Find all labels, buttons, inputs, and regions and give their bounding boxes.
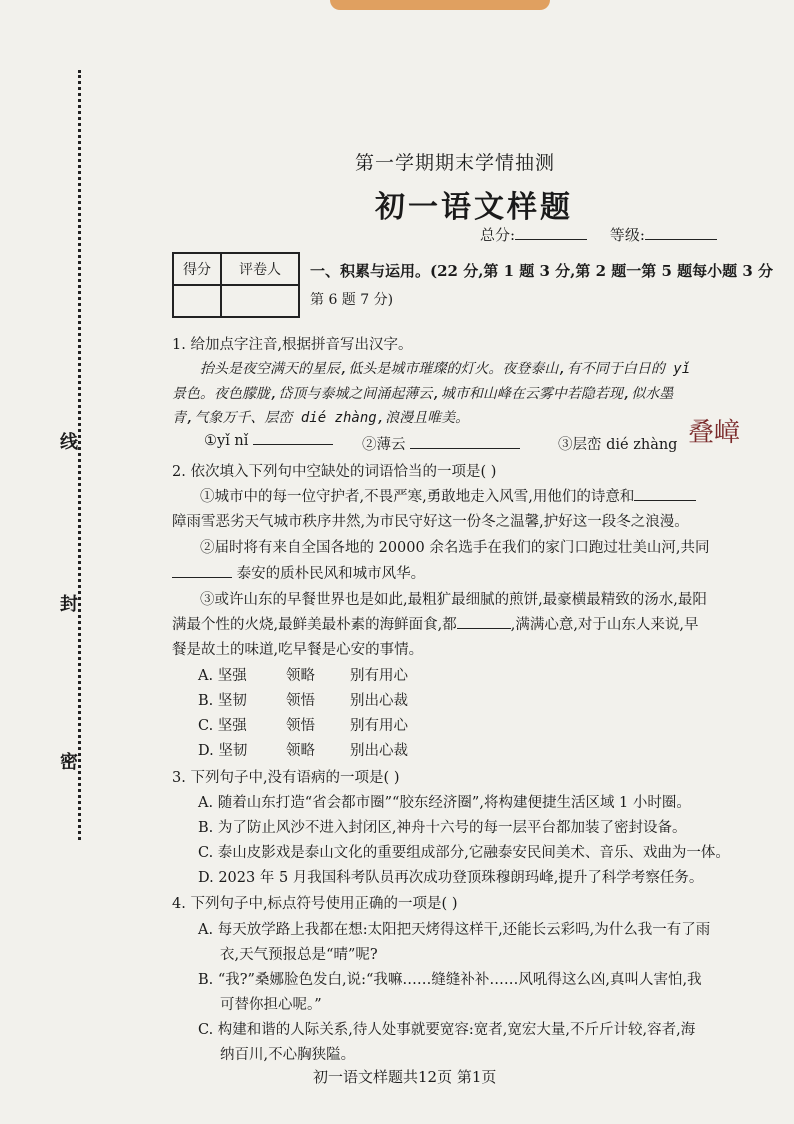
- q2-s1-line1: [200, 485, 696, 506]
- q1-passage-line1: 抬头是夜空满天的星辰,低头是城市璀璨的灯火。夜登泰山,有不同于白日的 yǐ: [200, 361, 691, 377]
- section-heading-cont: 第 6 题 7 分): [310, 292, 394, 308]
- q2-option-a-w3: 别有用心: [350, 668, 408, 684]
- binding-label-line: 线: [60, 432, 78, 453]
- q2-option-c-w1: C. 坚强: [198, 718, 247, 734]
- q3-option-a[interactable]: A. 随着山东打造“省会都市圈”“胶东经济圈”,将构建便捷生活区域 1 小时圈。: [198, 795, 691, 811]
- q4-option-b[interactable]: B. “我?”桑娜脸色发白,说:“我嘛……缝缝补补……风吼得这么凶,真叫人害怕,我: [198, 972, 702, 988]
- q3-option-d[interactable]: D. 2023 年 5 月我国科考队员再次成功登顶珠穆朗玛峰,提升了科学考察任务。: [198, 870, 704, 886]
- q2-s3-line2: [172, 613, 699, 634]
- grade-label: 等级:: [609, 226, 645, 244]
- q3-option-b[interactable]: B. 为了防止风沙不进入封闭区,神舟十六号的每一层平台都加装了密封设备。: [198, 820, 687, 836]
- q1-passage-line3: 青,气象万千、层峦 dié zhàng,浪漫且唯美。: [172, 410, 470, 426]
- q2-option-b-w1: B. 坚韧: [198, 693, 247, 709]
- q2-s2-text: 泰安的质朴民风和城市风华。: [236, 566, 426, 582]
- q2-s3-line1: ③或许山东的早餐世界也是如此,最粗犷最细腻的煎饼,最豪横最精致的汤水,最阳: [200, 592, 707, 608]
- q2-option-d[interactable]: [198, 739, 408, 760]
- q2-option-c[interactable]: [198, 714, 408, 735]
- q2-s1-text: ①城市中的每一位守护者,不畏严寒,勇敢地走入风雪,用他们的诗意和: [200, 489, 635, 505]
- q2-s2-line1: ②届时将有来自全国各地的 20000 余名选手在我们的家门口跑过壮美山河,共同: [200, 540, 710, 556]
- q2-s2-line2: [172, 562, 425, 583]
- total-score-label: 总分:: [480, 226, 516, 244]
- total-score-field[interactable]: [515, 239, 587, 240]
- q2-option-d-w1: D. 坚韧: [198, 743, 248, 759]
- exam-title: 初一语文样题: [375, 190, 573, 225]
- q2-option-b-w2: 领悟: [286, 693, 315, 709]
- q2-option-b[interactable]: [198, 689, 408, 710]
- q3-stem: 3. 下列句子中,没有语病的一项是( ): [172, 770, 400, 786]
- q2-s3-text: 满最个性的火烧,最鲜美最朴素的海鲜面食,都: [172, 617, 457, 633]
- q1-answer1-label: ①yǐ nǐ: [204, 433, 249, 449]
- grader-cell[interactable]: [221, 285, 299, 317]
- q2-stem: 2. 依次填入下列句中空缺处的词语恰当的一项是( ): [172, 464, 497, 480]
- q1-stem: 1. 给加点字注音,根据拼音写出汉字。: [172, 337, 413, 353]
- q2-blank3[interactable]: [457, 628, 511, 629]
- score-line: [480, 224, 735, 245]
- q1-passage-line2: 景色。夜色朦胧,岱顶与泰城之间涌起薄云,城市和山峰在云雾中若隐若现,似水墨: [172, 386, 674, 402]
- q2-s3-line3: 餐是故土的味道,吃早餐是心安的事情。: [172, 642, 424, 658]
- q1-answer3-label: ③层峦 dié zhàng: [558, 437, 678, 453]
- q2-option-c-w2: 领悟: [286, 718, 315, 734]
- score-cell[interactable]: [173, 285, 221, 317]
- handwritten-answer: 叠嶂: [688, 418, 741, 448]
- grader-header: 评卷人: [221, 253, 299, 285]
- binding-label-bind: 封: [60, 594, 78, 615]
- q1-answer3: [558, 433, 677, 454]
- q2-option-a-w1: A. 坚强: [198, 668, 247, 684]
- q1-answer2: [362, 433, 520, 454]
- score-table: [172, 252, 300, 318]
- q2-option-d-w2: 领略: [286, 743, 315, 759]
- top-edge-decoration: [330, 0, 550, 10]
- q4-option-c[interactable]: C. 构建和谐的人际关系,待人处事就要宽容:宽者,宽宏大量,不斤斤计较,容者,海: [198, 1022, 696, 1038]
- q4-option-b-cont: 可替你担心呢。”: [220, 997, 322, 1013]
- q3-option-c[interactable]: C. 泰山皮影戏是泰山文化的重要组成部分,它融泰安民间美术、音乐、戏曲为一体。: [198, 845, 730, 861]
- q4-option-a[interactable]: A. 每天放学路上我都在想:太阳把天烤得这样干,还能长云彩吗,为什么我一有了雨: [198, 922, 711, 938]
- q4-option-a-cont: 衣,天气预报总是“晴”呢?: [220, 947, 378, 963]
- q2-blank2[interactable]: [172, 577, 232, 578]
- q1-answer2-blank[interactable]: [410, 448, 520, 449]
- binding-label-seal: 密: [60, 752, 78, 773]
- binding-dotted-line: [78, 70, 81, 840]
- grade-field[interactable]: [645, 239, 717, 240]
- q4-stem: 4. 下列句子中,标点符号使用正确的一项是( ): [172, 896, 458, 912]
- section-heading: 一、积累与运用。(22 分,第 1 题 3 分,第 2 题一第 5 题每小题 3 分: [310, 262, 774, 280]
- q2-s3-text-b: ,满满心意,对于山东人来说,早: [510, 617, 699, 633]
- q2-s1-line2: 障雨雪恶劣天气城市秩序井然,为市民守好这一份冬之温馨,护好这一段冬之浪漫。: [172, 514, 689, 530]
- q4-option-c-cont: 纳百川,不心胸狭隘。: [220, 1047, 356, 1063]
- q1-answer1-blank[interactable]: [253, 444, 333, 445]
- q2-option-a[interactable]: [198, 664, 408, 685]
- score-header: 得分: [173, 253, 221, 285]
- q2-option-d-w3: 别出心裁: [350, 743, 408, 759]
- q2-option-b-w3: 别出心裁: [350, 693, 408, 709]
- exam-subtitle: 第一学期期末学情抽测: [355, 152, 556, 174]
- page-footer: 初一语文样题共12页 第1页: [313, 1068, 497, 1086]
- q2-blank1[interactable]: [634, 500, 696, 501]
- q2-option-a-w2: 领略: [286, 668, 315, 684]
- q1-answer1: [204, 433, 333, 449]
- q1-answer2-label: ②薄云: [362, 437, 406, 453]
- q2-option-c-w3: 别有用心: [350, 718, 408, 734]
